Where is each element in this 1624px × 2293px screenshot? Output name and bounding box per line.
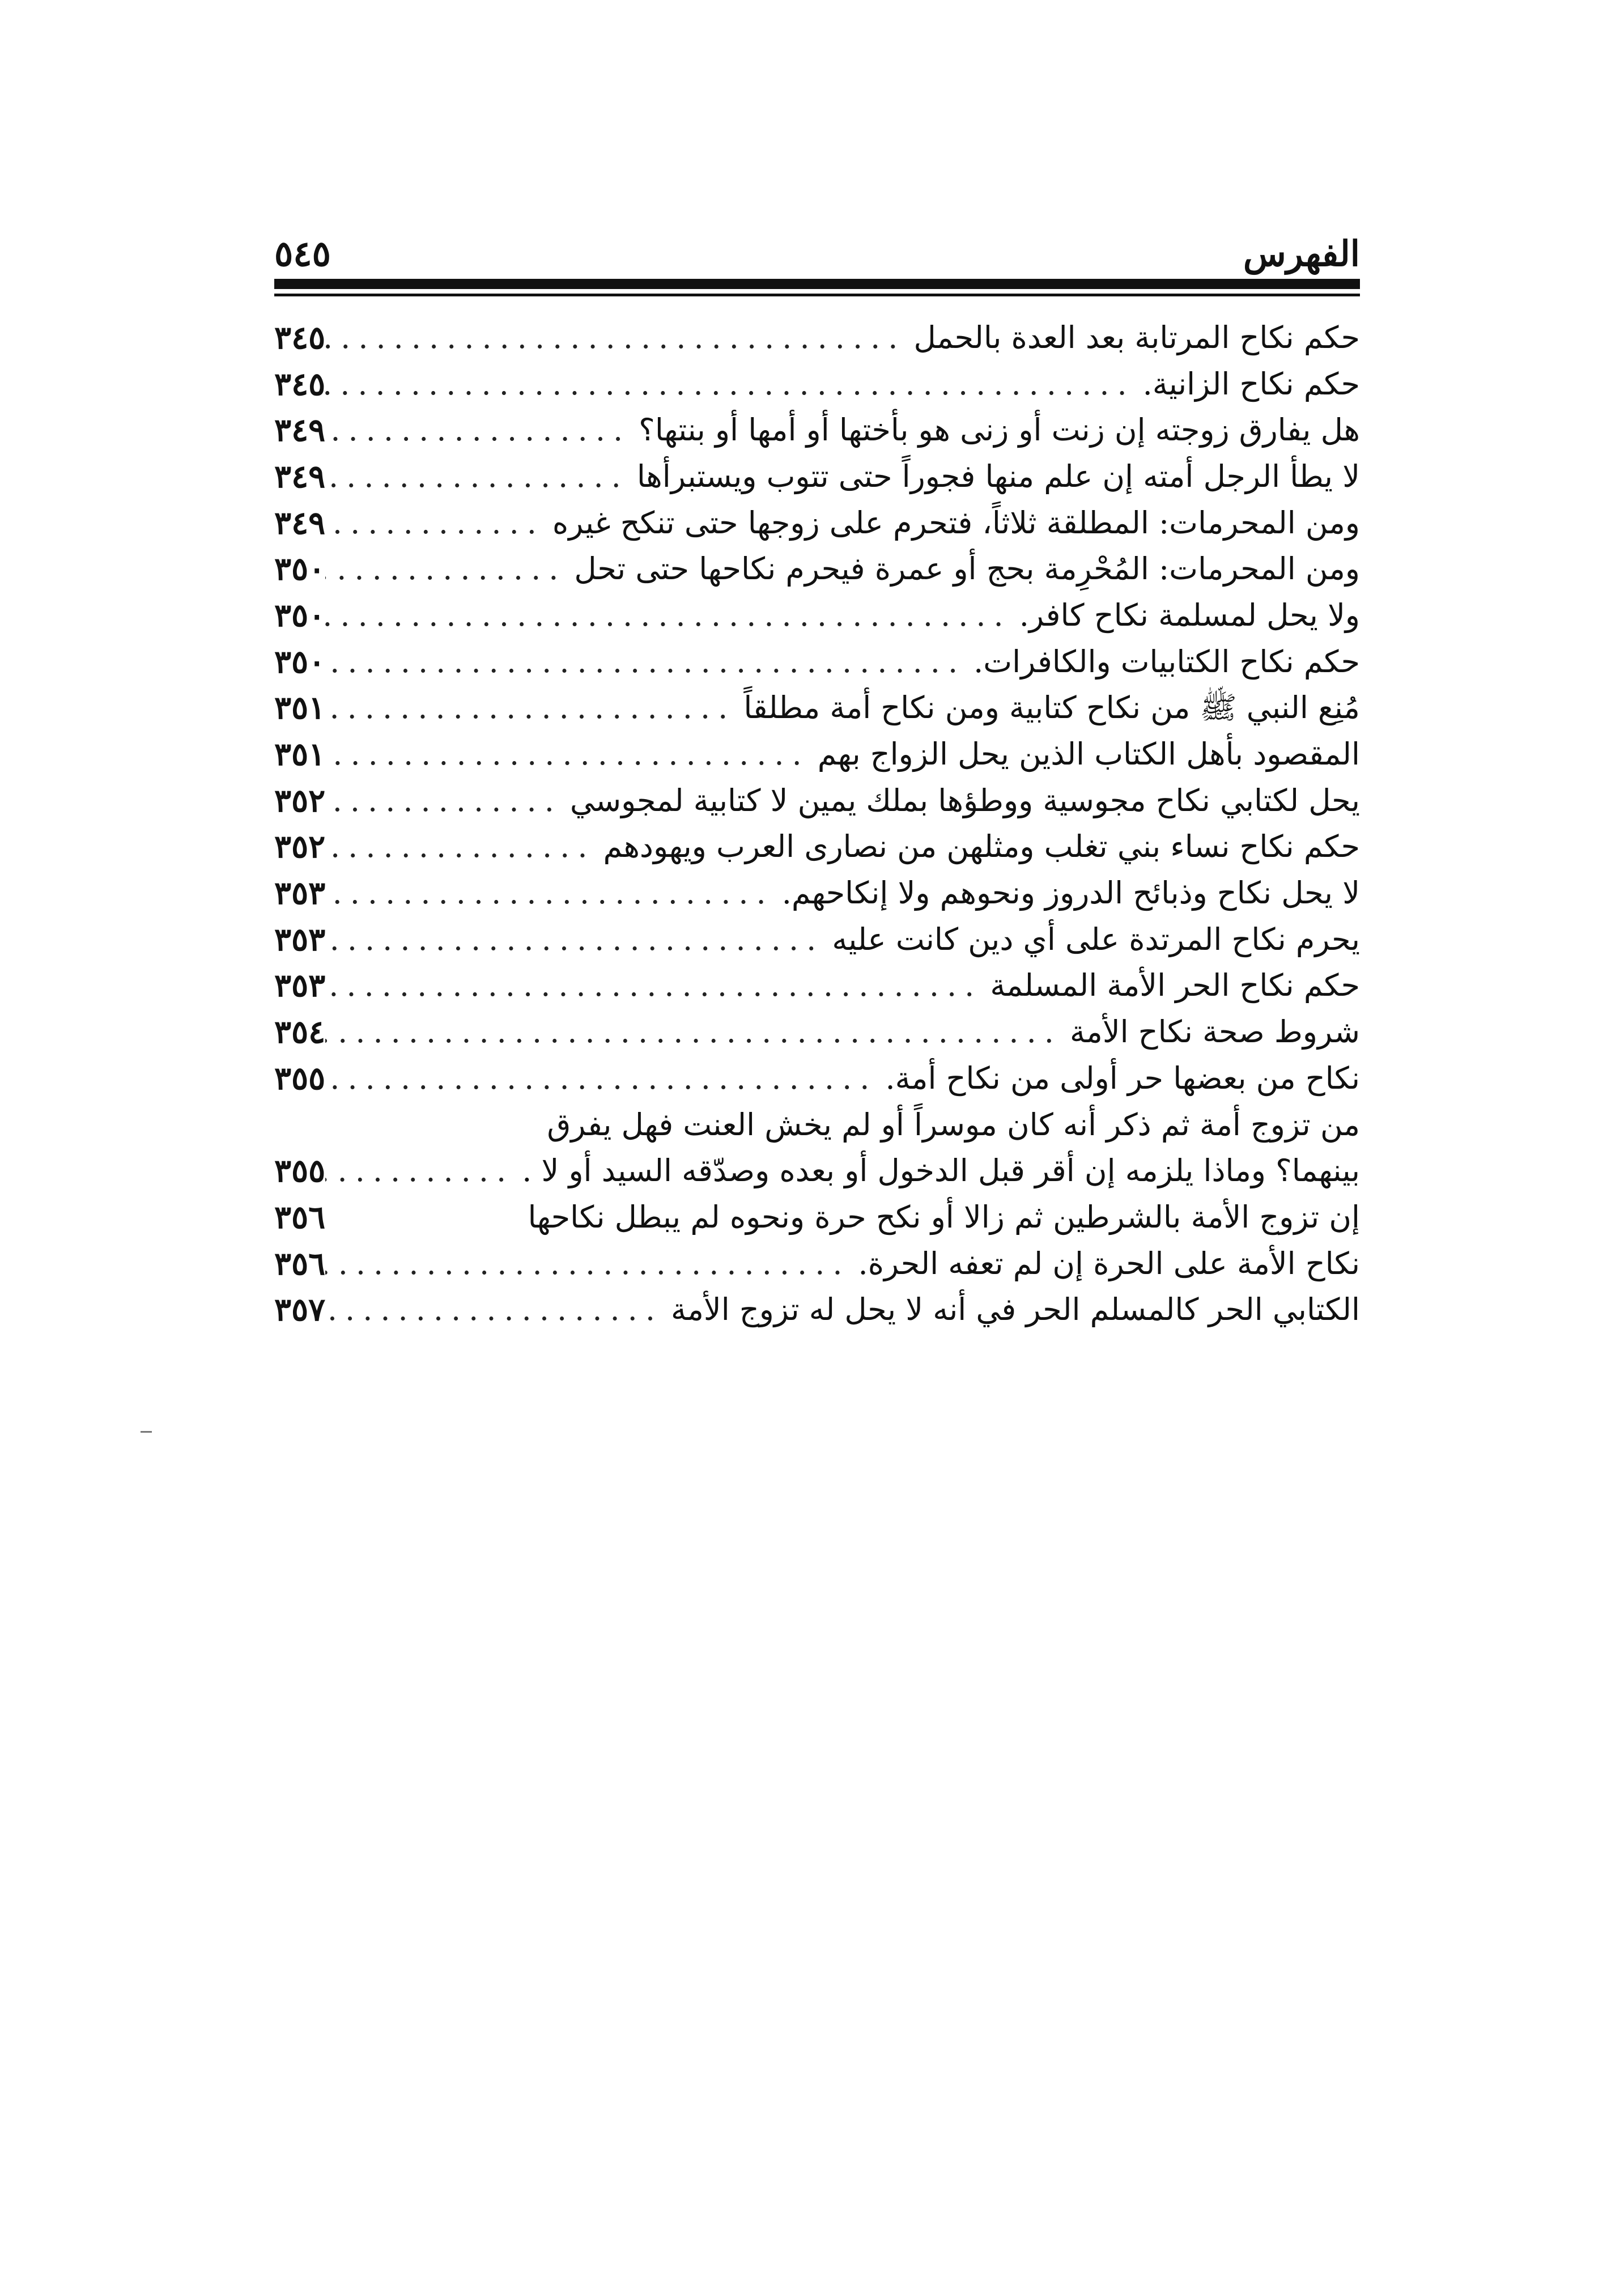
toc-entry	[274, 1148, 1360, 1194]
entry-text: نكاح الأمة على الحرة إن لم تعفه الحرة.	[858, 1245, 1360, 1281]
entry-page: ٣٥٢	[274, 782, 326, 819]
entry-text: ومن المحرمات: المُحْرِمة بحج أو عمرة فيحرم نكاحها حتى تحل	[574, 551, 1360, 587]
entry-text: مُنِع النبي ﷺ من نكاح كتابية ومن نكاح أمة مطلقاً	[743, 690, 1360, 726]
toc-entry	[274, 546, 1360, 592]
toc-entry	[274, 500, 1360, 546]
entry-page: ٣٥٣	[274, 967, 326, 1005]
toc-entry	[274, 315, 1360, 361]
entry-page: ٣٥٠	[274, 596, 326, 634]
toc-list	[274, 315, 1360, 1333]
entry-page: ٣٥٠	[274, 550, 326, 588]
toc-entry	[274, 1055, 1360, 1102]
dot-leader	[325, 1063, 885, 1094]
toc-entry	[274, 731, 1360, 778]
entry-page: ٣٥٥	[274, 1152, 326, 1190]
toc-entry	[274, 639, 1360, 685]
dot-leader	[325, 693, 743, 723]
entry-page: ٣٤٥	[274, 365, 326, 403]
entry-page: ٣٤٩	[274, 457, 326, 495]
entry-text: يحل لكتابي نكاح مجوسية ووطؤها بملك يمين لا كتابية لمجوسي	[569, 782, 1360, 818]
entry-page: ٣٥٦	[274, 1198, 326, 1236]
entry-text: حكم نكاح الكتابيات والكافرات.	[973, 643, 1360, 680]
entry-text: الكتابي الحر كالمسلم الحر في أنه لا يحل له تزوج الأمة	[671, 1292, 1360, 1328]
entry-text: شروط صحة نكاح الأمة	[1069, 1014, 1360, 1050]
header-rule-thin	[274, 294, 1360, 296]
entry-text: هل يفارق زوجته إن زنت أو زنى هو بأختها أو أمها أو بنتها؟	[639, 412, 1360, 448]
dot-leader	[325, 369, 1142, 400]
toc-entry	[274, 407, 1360, 453]
entry-page: ٣٥٤	[274, 1013, 326, 1051]
entry-text: نكاح من بعضها حر أولى من نكاح أمة.	[885, 1060, 1360, 1096]
toc-entry	[274, 916, 1360, 963]
dot-leader	[325, 508, 552, 538]
header-rule-thick	[274, 279, 1360, 289]
dot-leader	[325, 785, 570, 816]
entry-page: ٣٥٠	[274, 643, 326, 681]
toc-entry	[274, 453, 1360, 500]
entry-text: إن تزوج الأمة بالشرطين ثم زالا أو نكح حرة ونحوه لم يبطل نكاحها	[528, 1199, 1360, 1235]
toc-entry	[274, 361, 1360, 407]
entry-text: ولا يحل لمسلمة نكاح كافر.	[1019, 597, 1360, 633]
entry-page: ٣٥٣	[274, 874, 326, 912]
dot-leader	[325, 461, 637, 492]
dot-leader	[325, 831, 603, 862]
running-title: الفهرس	[1243, 233, 1360, 274]
entry-page: ٣٥١	[274, 689, 326, 727]
dot-leader	[325, 1249, 858, 1279]
toc-entry	[274, 1194, 1360, 1241]
margin-mark	[141, 1431, 152, 1433]
dot-leader	[325, 647, 973, 677]
entry-text: حكم نكاح المرتابة بعد العدة بالحمل	[913, 319, 1360, 355]
entry-text: حكم نكاح الحر الأمة المسلمة	[990, 967, 1360, 1004]
dot-leader	[325, 970, 990, 1001]
entry-text: حكم نكاح الزانية.	[1142, 366, 1360, 402]
toc-entry	[274, 1009, 1360, 1055]
page-header	[274, 230, 1360, 275]
entry-text: لا يحل نكاح وذبائح الدروز ونحوهم ولا إنكاحهم.	[781, 875, 1360, 911]
entry-page: ٣٥٧	[274, 1291, 326, 1329]
dot-leader	[325, 554, 574, 584]
toc-entry	[274, 778, 1360, 824]
entry-text: لا يطأ الرجل أمته إن علم منها فجوراً حتى تتوب ويستبرأها	[636, 458, 1360, 494]
entry-page: ٣٤٥	[274, 319, 326, 356]
dot-leader	[325, 1294, 671, 1325]
entry-page: ٣٥٥	[274, 1059, 326, 1097]
toc-entry	[274, 592, 1360, 639]
toc-entry	[274, 685, 1360, 732]
dot-leader	[325, 739, 818, 770]
toc-entry	[274, 1286, 1360, 1333]
entry-text: حكم نكاح نساء بني تغلب ومثلهن من نصارى العرب ويهودهم	[603, 829, 1360, 865]
dot-leader	[325, 600, 1019, 631]
entry-page: ٣٤٩	[274, 411, 326, 449]
toc-entry	[274, 1241, 1360, 1287]
entry-text: يحرم نكاح المرتدة على أي دين كانت عليه	[832, 921, 1360, 957]
entry-text: بينهما؟ وماذا يلزمه إن أقر قبل الدخول أو بعده وصدّقه السيد أو لا .	[522, 1153, 1360, 1189]
entry-page: ٣٥٢	[274, 828, 326, 866]
dot-leader	[325, 1017, 1070, 1047]
dot-leader	[325, 415, 639, 445]
entry-page: ٣٤٩	[274, 504, 326, 542]
toc-entry	[274, 870, 1360, 916]
page-number: ٥٤٥	[274, 233, 331, 274]
dot-leader	[325, 924, 832, 955]
dot-leader	[325, 878, 782, 908]
dot-leader	[325, 322, 913, 353]
toc-entry	[274, 824, 1360, 871]
entry-text: من تزوج أمة ثم ذكر أنه كان موسراً أو لم يخش العنت فهل يفرق	[547, 1106, 1360, 1143]
entry-text: ومن المحرمات: المطلقة ثلاثاً، فتحرم على زوجها حتى تنكح غيره	[552, 504, 1360, 541]
toc-entry	[274, 963, 1360, 1009]
entry-text: المقصود بأهل الكتاب الذين يحل الزواج بهم	[817, 736, 1360, 772]
dot-leader	[325, 1156, 522, 1186]
entry-page: ٣٥١	[274, 736, 326, 774]
toc-entry	[274, 1102, 1360, 1148]
entry-page: ٣٥٦	[274, 1245, 326, 1283]
entry-page: ٣٥٣	[274, 920, 326, 958]
